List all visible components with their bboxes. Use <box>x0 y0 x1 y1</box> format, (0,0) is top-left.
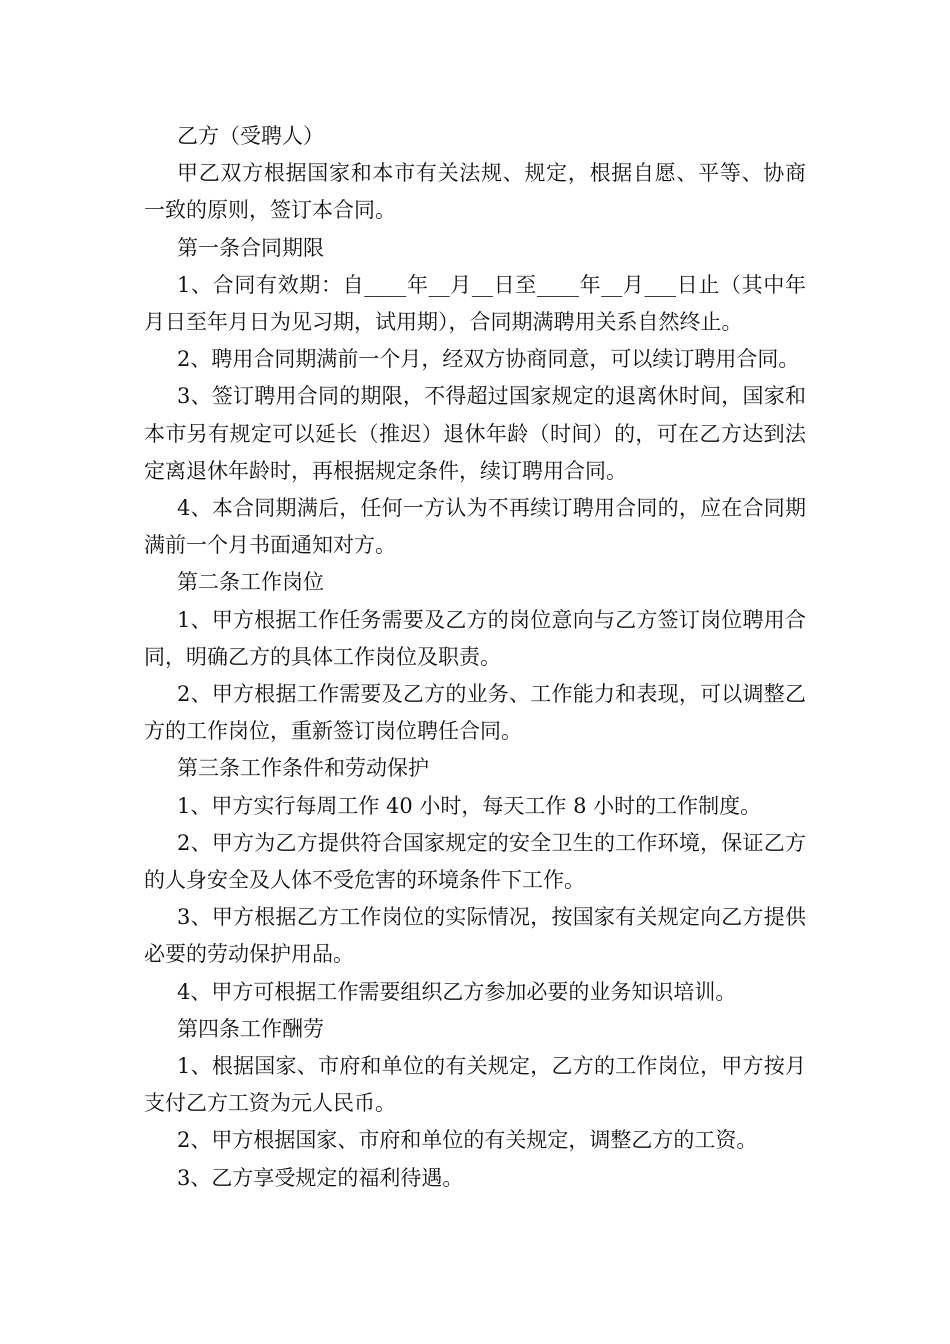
preamble-paragraph: 甲乙双方根据国家和本市有关法规、规定，根据自愿、平等、协商一致的原则，签订本合同。 <box>144 161 806 223</box>
article-2-clause-1: 1、甲方根据工作任务需要及乙方的岗位意向与乙方签订岗位聘用合同，明确乙方的具体工作岗位及职责。 <box>144 607 806 669</box>
article-1-clause-2: 2、聘用合同期满前一个月，经双方协商同意，可以续订聘用合同。 <box>177 347 800 372</box>
article-2-heading: 第二条工作岗位 <box>177 570 324 595</box>
article-3-clause-2: 2、甲方为乙方提供符合国家规定的安全卫生的工作环境，保证乙方的人身安全及人体不受危害的环境条件下工作。 <box>144 830 806 893</box>
document-body <box>144 118 806 1197</box>
article-4-heading: 第四条工作酬劳 <box>177 1016 324 1041</box>
article-4-clause-2: 2、甲方根据国家、市府和单位的有关规定，调整乙方的工资。 <box>177 1128 758 1153</box>
article-3-clause-4: 4、甲方可根据工作需要组织乙方参加必要的业务知识培训。 <box>177 979 737 1004</box>
article-1-clause-1: 1、合同有效期：自____年__月__日至____年__月___日止（其中年月日至年月日为见习期，试用期），合同期满聘用关系自然终止。 <box>144 272 806 335</box>
article-1-clause-3: 3、签订聘用合同的期限，不得超过国家规定的退离休时间，国家和本市另有规定可以延长（推迟）退休年龄（时间）的，可在乙方达到法定离退休年龄时，再根据规定条件，续订聘用合同。 <box>144 384 806 483</box>
article-1-heading: 第一条合同期限 <box>177 235 324 260</box>
article-4-clause-1: 1、根据国家、市府和单位的有关规定，乙方的工作岗位，甲方按月支付乙方工资为元人民币。 <box>144 1054 806 1116</box>
article-3-heading: 第三条工作条件和劳动保护 <box>177 756 429 781</box>
article-4-clause-3: 3、乙方享受规定的福利待遇。 <box>177 1165 464 1190</box>
article-3-clause-1: 1、甲方实行每周工作 40 小时，每天工作 8 小时的工作制度。 <box>177 793 762 818</box>
article-3-clause-3: 3、甲方根据乙方工作岗位的实际情况，按国家有关规定向乙方提供必要的劳动保护用品。 <box>144 905 806 967</box>
party-b-heading: 乙方（受聘人） <box>177 124 324 148</box>
article-1-clause-4: 4、本合同期满后，任何一方认为不再续订聘用合同的，应在合同期满前一个月书面通知对方。 <box>144 496 806 558</box>
article-2-clause-2: 2、甲方根据工作需要及乙方的业务、工作能力和表现，可以调整乙方的工作岗位，重新签订岗位聘任合同。 <box>144 682 806 744</box>
